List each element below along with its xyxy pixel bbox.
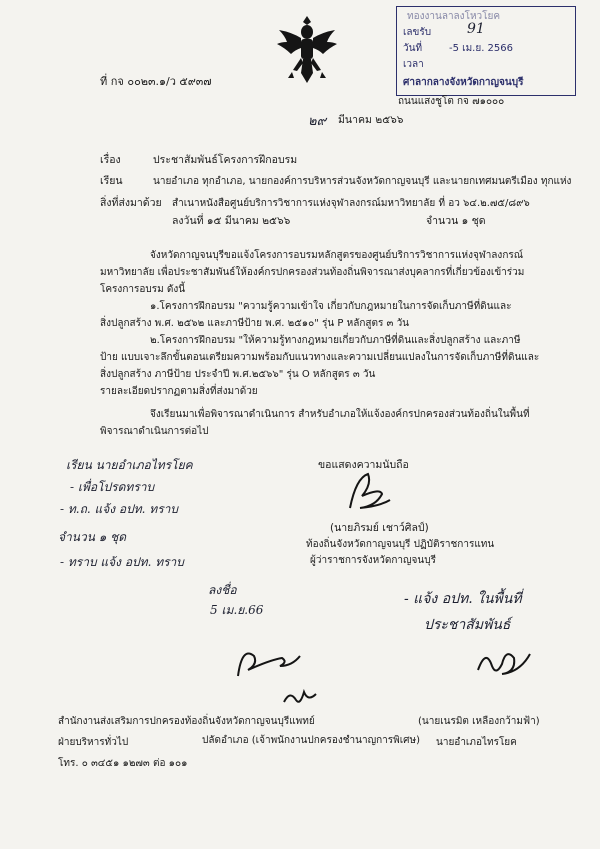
- item-2-line-2: ป้าย แบบเจาะลึกขั้นตอนเตรียมความพร้อมกับแนวทางและความเปลี่ยนแปลงในการจัดเก็บภาษีที่ดินและ: [100, 352, 540, 363]
- hand-note-5: - ทราบ แจ้ง อปท. ทราบ: [60, 555, 184, 569]
- footer-division: ฝ่ายบริหารทั่วไป: [58, 737, 129, 748]
- attachment-label: สิ่งที่ส่งมาด้วย: [100, 197, 162, 209]
- details-note: รายละเอียดปรากฏตามสิ่งที่ส่งมาด้วย: [100, 386, 258, 397]
- stamp-date-value: -5 เม.ย. 2566: [449, 43, 514, 54]
- document-number: ที่ กจ ๐๐๒๓.๑/ว ๕๙๓๗: [100, 75, 212, 88]
- hand-note-6: ลงชื่อ: [208, 583, 237, 597]
- item-2-line-3: สิ่งปลูกสร้าง ภาษีป้าย ประจำปี พ.ศ.๒๕๖๖" รุ่น O หลักสูตร ๓ วัน: [100, 369, 376, 380]
- item-1-line-2: สิ่งปลูกสร้าง พ.ศ. ๒๕๖๒ และภาษีป้าย พ.ศ. ๒๕๑๐" รุ่น P หลักสูตร ๓ วัน: [100, 318, 410, 329]
- attachment-line-1: สำเนาหนังสือศูนย์บริการวิชาการแห่งจุฬาลงกรณ์มหาวิทยาลัย ที่ อว ๖๔.๒.๗๕/๘๙๖: [172, 198, 530, 209]
- hand-note-7: 5 เม.ย.66: [210, 603, 264, 617]
- stamp-received-label: เลขรับ: [403, 27, 432, 38]
- subject-text: ประชาสัมพันธ์โครงการฝึกอบรม: [153, 154, 298, 166]
- signer-title-2: ผู้ว่าราชการจังหวัดกาญจนบุรี: [310, 555, 436, 566]
- item-2-line-1: ๒.โครงการฝึกอบรม "ให้ความรู้ทางกฎหมายเกี่ยวกับภาษีที่ดินและสิ่งปลูกสร้าง และภาษี: [150, 335, 521, 346]
- stamp-time-label: เวลา: [403, 59, 424, 70]
- stamp-office: ศาลากลางจังหวัดกาญจนบุรี: [403, 77, 524, 88]
- signature-icon: [340, 468, 410, 518]
- regards-text: ขอแสดงความนับถือ: [318, 459, 409, 471]
- initial-icon: [280, 686, 320, 708]
- stamp-address: ถนนแสงชูโต กจ ๗๑๐๐๐: [398, 96, 505, 107]
- body-paragraph-1-line-3: โครงการอบรม ดังนี้: [100, 284, 186, 295]
- attachment-quantity: จำนวน ๑ ชุด: [426, 215, 486, 227]
- clerk-title: ปลัดอำเภอ (เจ้าพนักงานปกครองชำนาญการพิเศษ): [202, 735, 421, 746]
- signer-name: (นายภิรมย์ เชาว์ศิลป์): [330, 522, 429, 534]
- hand-note-2: - เพื่อโปรดทราบ: [70, 480, 155, 494]
- clerk-signature-icon: [232, 640, 312, 684]
- official-title: นายอำเภอไทรโยค: [436, 737, 517, 748]
- closing-line-1: จึงเรียนมาเพื่อพิจารณาดำเนินการ สำหรับอำเภอให้แจ้งองค์กรปกครองส่วนท้องถิ่นในพื้นที่: [150, 409, 530, 420]
- official-name: (นายเนรมิต เหลืองกว้ามฟ้า): [418, 716, 540, 727]
- hand-note-3: - ท.ถ. แจ้ง อปท. ทราบ: [60, 502, 179, 516]
- body-paragraph-1-line-1: จังหวัดกาญจนบุรีขอแจ้งโครงการอบรมหลักสูตรของศูนย์บริการวิชาการแห่งจุฬาลงกรณ์: [150, 250, 524, 261]
- body-paragraph-1-line-2: มหาวิทยาลัย เพื่อประชาสัมพันธ์ให้องค์กรปกครองส่วนท้องถิ่นพิจารณาส่งบุคลากรที่เกี่ยวข้องเข้าร่วม: [100, 267, 525, 278]
- stamp-header: ทองงานลาลงโหวโยค: [407, 11, 501, 22]
- item-1-line-1: ๑.โครงการฝึกอบรม "ความรู้ความเข้าใจ เกี่ยวกับกฎหมายในการจัดเก็บภาษีที่ดินและ: [150, 301, 512, 312]
- hand-note-4: จำนวน ๑ ชุด: [58, 530, 127, 544]
- to-label: เรียน: [100, 175, 123, 187]
- subject-label: เรื่อง: [100, 154, 121, 166]
- right-hand-note-2: ประชาสัมพันธ์: [424, 617, 511, 633]
- hand-note-1: เรียน นายอำเภอไทรโยค: [66, 458, 193, 472]
- official-signature-icon: [470, 640, 540, 685]
- stamp-received-no: 91: [467, 21, 485, 37]
- document-day: ๒๙: [308, 114, 327, 129]
- receiving-stamp: [396, 6, 576, 96]
- attachment-line-2: ลงวันที่ ๑๕ มีนาคม ๒๕๖๖: [172, 215, 291, 227]
- to-text: นายอำเภอ ทุกอำเภอ, นายกองค์การบริหารส่วนจังหวัดกาญจนบุรี และนายกเทศมนตรีเมือง ทุกแห่ง: [153, 176, 572, 187]
- garuda-emblem-icon: [272, 12, 342, 90]
- footer-telephone: โทร. ๐ ๓๔๕๑ ๑๒๗๓ ต่อ ๑๐๑: [58, 758, 188, 769]
- signer-title-1: ท้องถิ่นจังหวัดกาญจนบุรี ปฏิบัติราชการแทน: [306, 539, 495, 550]
- right-hand-note-1: - แจ้ง อปท. ในพื้นที่: [404, 591, 522, 607]
- stamp-date-label: วันที่: [403, 43, 423, 54]
- document-date: มีนาคม ๒๕๖๖: [338, 114, 404, 126]
- closing-line-2: พิจารณาดำเนินการต่อไป: [100, 426, 209, 437]
- footer-office: สำนักงานส่งเสริมการปกครองท้องถิ่นจังหวัดกาญจนบุรีแพทย์: [58, 716, 315, 727]
